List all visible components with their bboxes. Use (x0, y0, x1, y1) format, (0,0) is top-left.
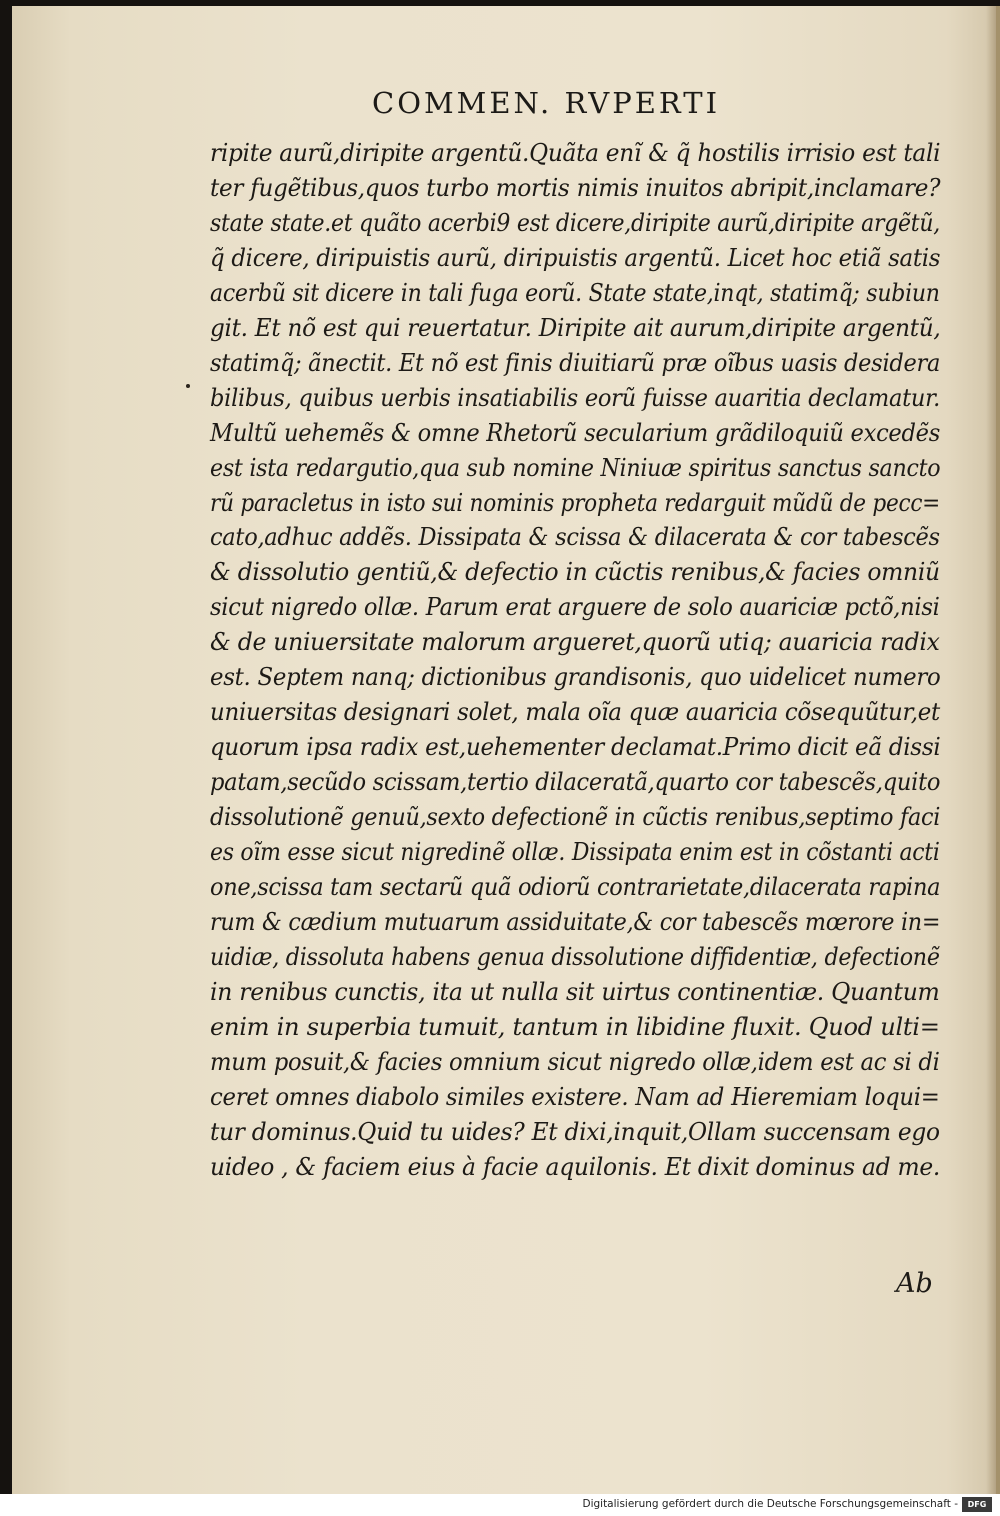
text-line: rum & cædium mutuarum assiduitate,& cor tabescẽs mœrore in= (210, 906, 941, 936)
text-line: uideo , & faciem eius à facie aquilonis. Et dixit dominus ad me. (210, 1151, 941, 1181)
text-line: & dissolutio gentiũ,& defectio in cũctis renibus,& facies omniũ (210, 557, 940, 587)
text-line: acerbũ sit dicere in tali fuga eorũ. State state,inqt, statimq̃; subiun (210, 277, 940, 307)
text-line: git. Et nõ est qui reuertatur. Diripite ait aurum,diripite argentũ, (210, 312, 941, 342)
body-text (210, 136, 950, 1185)
text-line: ceret omnes diabolo similes existere. Nam ad Hieremiam loqui= (210, 1081, 940, 1111)
dfg-logo: DFG (962, 1497, 992, 1512)
text-line: bilibus, quibus uerbis insatiabilis eorũ fuisse auaritia declamatur. (210, 382, 941, 412)
digitization-footer (0, 1494, 1000, 1516)
catchword: Ab (896, 1268, 933, 1299)
text-line: cato,adhuc addẽs. Dissipata & scissa & dilacerata & cor tabescẽs (210, 522, 940, 552)
text-line: rũ paracletus in isto sui nominis propheta redarguit mũdũ de pecc= (210, 487, 940, 517)
text-line: enim in superbia tumuit, tantum in libidine fluxit. Quod ulti= (210, 1011, 940, 1041)
text-line: patam,secũdo scissam,tertio dilaceratã,quarto cor tabescẽs,quito (210, 767, 941, 797)
text-line: mum posuit,& facies omnium sicut nigredo ollæ,idem est ac si di (210, 1046, 940, 1076)
text-line: dissolutionẽ genuũ,sexto defectionẽ in cũctis renibus,septimo faci (210, 802, 941, 832)
text-line: tur dominus.Quid tu uides? Et dixi,inquit,Ollam succensam ego (210, 1116, 940, 1146)
text-line: ripite aurũ,diripite argentũ.Quãta enĩ & q̃ hostilis irrisio est tali (210, 138, 941, 167)
text-line: uidiæ, dissoluta habens genua dissolutione diffidentiæ, defectionẽ (210, 941, 940, 971)
text-line: in renibus cunctis, ita ut nulla sit uirtus continentiæ. Quantum (210, 976, 940, 1006)
text-line: state state.et quãto acerbi9 est dicere,diripite aurũ,diripite argẽtũ, (210, 207, 940, 237)
text-line: q̃ dicere, diripuistis aurũ, diripuistis argentũ. Licet hoc etiã satis (210, 242, 941, 272)
text-line: statimq̃; ãnectit. Et nõ est finis diuitiarũ præ oĩbus uasis desidera (210, 347, 941, 377)
text-line: quorum ipsa radix est,uehementer declamat.Primo dicit eã dissi (210, 732, 941, 762)
running-head: COMMEN. RVPERTI (372, 86, 721, 120)
text-line: & de uniuersitate malorum argueret,quorũ utiq; auaricia radix (210, 627, 940, 657)
text-line: one,scissa tam sectarũ quã odiorũ contrarietate,dilacerata rapina (210, 872, 941, 902)
text-line: uniuersitas designari solet, mala oĩa quæ auaricia cõsequũtur,et (210, 697, 940, 727)
margin-mark (186, 384, 190, 388)
text-line: Multũ uehemẽs & omne Rhetorũ secularium grãdiloquiũ excedẽs (210, 417, 941, 447)
text-line: sicut nigredo ollæ. Parum erat arguere de solo auariciæ pctõ,nisi (210, 592, 940, 622)
funding-credit: Digitalisierung gefördert durch die Deutsche Forschungsgemeinschaft - (582, 1498, 958, 1510)
text-line: est ista redargutio,qua sub nomine Niniuæ spiritus sanctus sancto (210, 452, 941, 482)
page-edge-shadow (986, 6, 996, 1494)
text-line: es oĩm esse sicut nigredinẽ ollæ. Dissipata enim est in cõstanti acti (210, 837, 940, 867)
text-line: ter fugẽtibus,quos turbo mortis nimis inuitos abripit,inclamare? (210, 172, 941, 202)
text-line: est. Septem nanq; dictionibus grandisonis, quo uidelicet numero (210, 662, 941, 692)
